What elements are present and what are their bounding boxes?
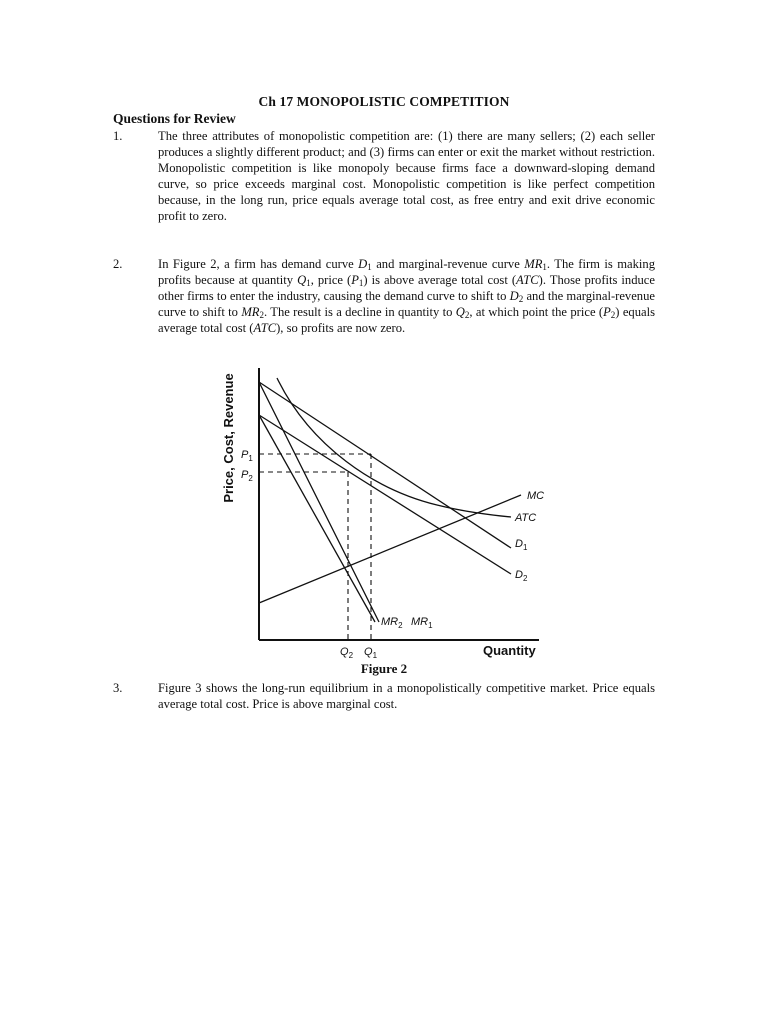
question-number: 2. (113, 257, 123, 271)
demand-curve-d1 (259, 382, 511, 548)
q1-label: $Q_1$ (364, 646, 378, 660)
x-axis-title: Quantity (483, 643, 536, 658)
mr2-label: $MR_2$ (381, 616, 403, 630)
figure-caption: Figure 2 (360, 661, 408, 676)
mr-curve-2 (259, 415, 375, 622)
question-number: 3. (113, 681, 123, 695)
mr-curve-1 (259, 382, 379, 622)
answer-text: The three attributes of monopolistic competition are: (1) there are many sellers; (2) each seller produces a slightly different product; and (3) firms can enter or exit the market without restriction. Monopolistic competition is like monopoly because firms face a downward-sloping demand curve, so price exceeds marginal cost. Monopolistic competition is like perfect competition because, in the long run, price equals average total cost, as free entry and exit drive economic profit to zero. (158, 129, 655, 224)
demand-curve-d2 (259, 415, 511, 574)
question-number: 1. (113, 129, 123, 143)
mc-curve (259, 495, 521, 603)
mc-label: MC (527, 490, 545, 502)
chapter-title: Ch 17 MONOPOLISTIC COMPETITION (258, 94, 510, 109)
review-question-3 (113, 680, 655, 712)
mr1-label: $MR_1$ (411, 616, 433, 630)
atc-curve (277, 378, 511, 517)
figure-2-diagram (215, 360, 555, 660)
p1-label: $P_1$ (241, 449, 253, 463)
section-heading: Questions for Review (113, 111, 236, 126)
d1-label: $D_1$ (515, 538, 528, 552)
atc-label: ATC (515, 512, 537, 524)
p2-label: $P_2$ (241, 469, 253, 483)
review-question-2 (113, 256, 655, 336)
d2-label: $D_2$ (515, 569, 528, 583)
review-question-1 (113, 128, 655, 225)
q2-label: $Q_2$ (340, 646, 354, 660)
answer-text: Figure 3 shows the long-run equilibrium in a monopolistically competitive market. Price equals average total cost. Price is above marginal cost. (158, 681, 655, 712)
answer-text: In Figure 2, a firm has demand curve $D_1$ and marginal-revenue curve $MR_1$. The firm is making profits because at quantity $Q_1$, price $(P_1)$ is above average total cost (ATC). Those profits induce other firms to enter the industry, causing the demand curve to shift to $D_2$ and the marginal-revenue curve to shift to $MR_2$. The result is a decline in quantity to $Q_2$, at which point the price $(P_2)$ equals average total cost (ATC), so profits are now zero. (158, 257, 656, 336)
y-axis-title: Price, Cost, Revenue (221, 373, 236, 503)
